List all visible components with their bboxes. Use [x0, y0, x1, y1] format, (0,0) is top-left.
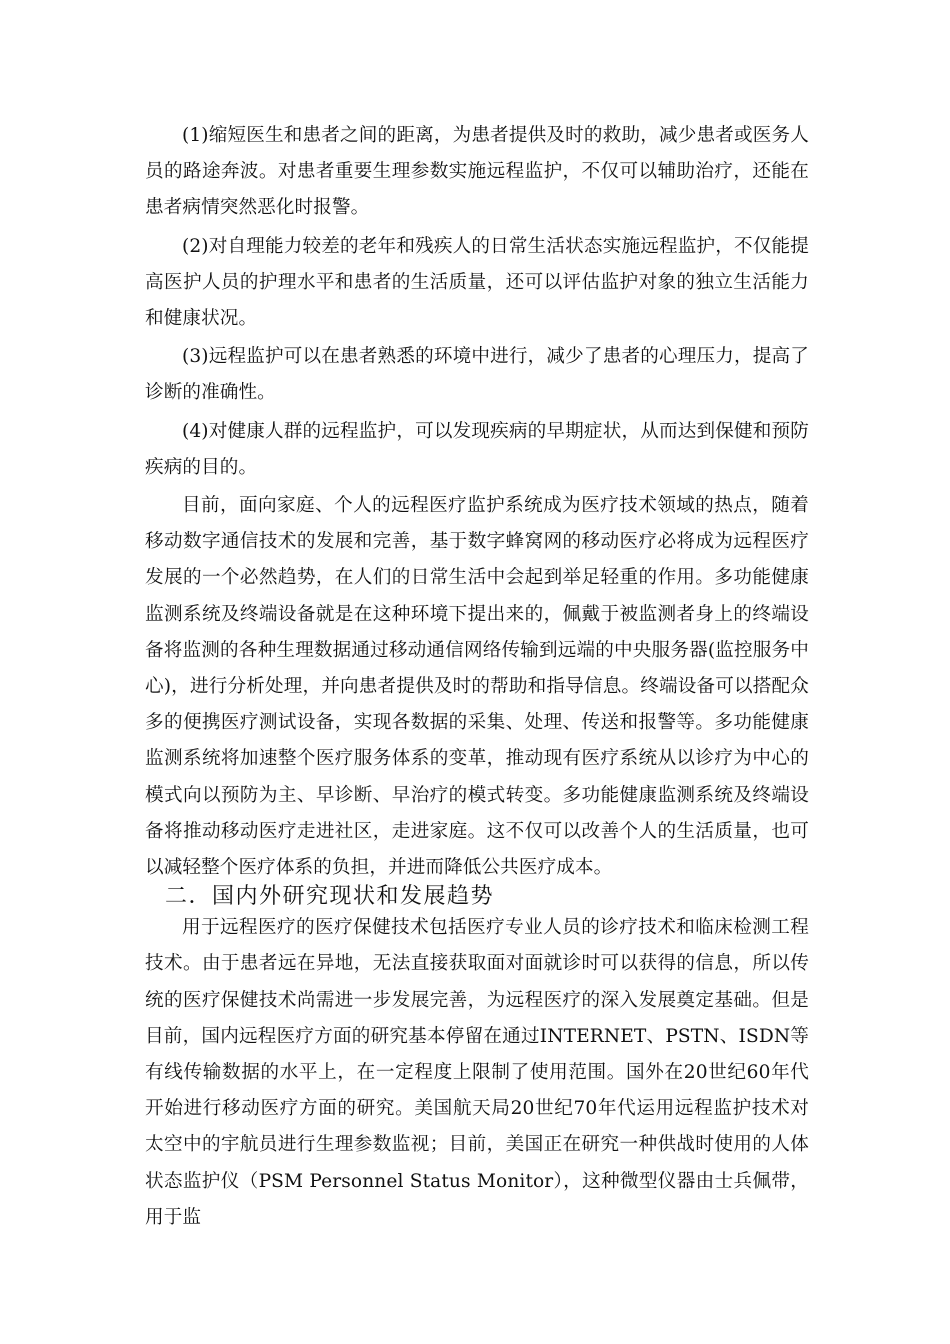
paragraph-research-status: 用于远程医疗的医疗保健技术包括医疗专业人员的诊疗技术和临床检测工程技术。由于患者远在异地，无法直接获取面对面就诊时可以获得的信息，所以传统的医疗保健技术尚需进一步发展完善，为远程医疗的深入发展奠定基础。但是目前，国内远程医疗方面的研究基本停留在通过INTERNET、PSTN、ISDN等有线传输数据的水平上，在一定程度上限制了使用范围。国外在20世纪60年代开始进行移动医疗方面的研究。美国航天局20世纪70年代运用远程监护技术对太空中的宇航员进行生理参数监视；目前，美国正在研究一种供战时使用的人体状态监护仪（PSM Personnel Status Monitor），这种微型仪器由士兵佩带，用于监 — [145, 917, 809, 1228]
document-page — [145, 118, 809, 1236]
paragraph-benefit-1: (1)缩短医生和患者之间的距离，为患者提供及时的救助，减少患者或医务人员的路途奔波。对患者重要生理参数实施远程监护，不仅可以辅助治疗，还能在患者病情突然恶化时报警。 — [145, 125, 809, 219]
section-heading: 二．国内外研究现状和发展趋势 — [165, 884, 495, 910]
paragraph-benefit-3: (3)远程监护可以在患者熟悉的环境中进行，减少了患者的心理压力，提高了诊断的准确性。 — [145, 346, 809, 404]
paragraph-benefit-4: (4)对健康人群的远程监护，可以发现疾病的早期症状，从而达到保健和预防疾病的目的。 — [145, 420, 809, 478]
paragraph-current-status: 目前，面向家庭、个人的远程医疗监护系统成为医疗技术领域的热点，随着移动数字通信技术的发展和完善，基于数字蜂窝网的移动医疗必将成为远程医疗发展的一个必然趋势，在人们的日常生活中会起到举足轻重的作用。多功能健康监测系统及终端设备就是在这种环境下提出来的，佩戴于被监测者身上的终端设备将监测的各种生理数据通过移动通信网络传输到远端的中央服务器(监控服务中心)，进行分析处理，并向患者提供及时的帮助和指导信息。终端设备可以搭配众多的便携医疗测试设备，实现各数据的采集、处理、传送和报警等。多功能健康监测系统将加速整个医疗服务体系的变革，推动现有医疗系统从以诊疗为中心的模式向以预防为主、早诊断、早治疗的模式转变。多功能健康监测系统及终端设备将推动移动医疗走进社区，走进家庭。这不仅可以改善个人的生活质量，也可以减轻整个医疗体系的负担，并进而降低公共医疗成本。 — [145, 495, 809, 879]
paragraph-benefit-2: (2)对自理能力较差的老年和残疾人的日常生活状态实施远程监护，不仅能提高医护人员的护理水平和患者的生活质量，还可以评估监护对象的独立生活能力和健康状况。 — [145, 235, 809, 330]
